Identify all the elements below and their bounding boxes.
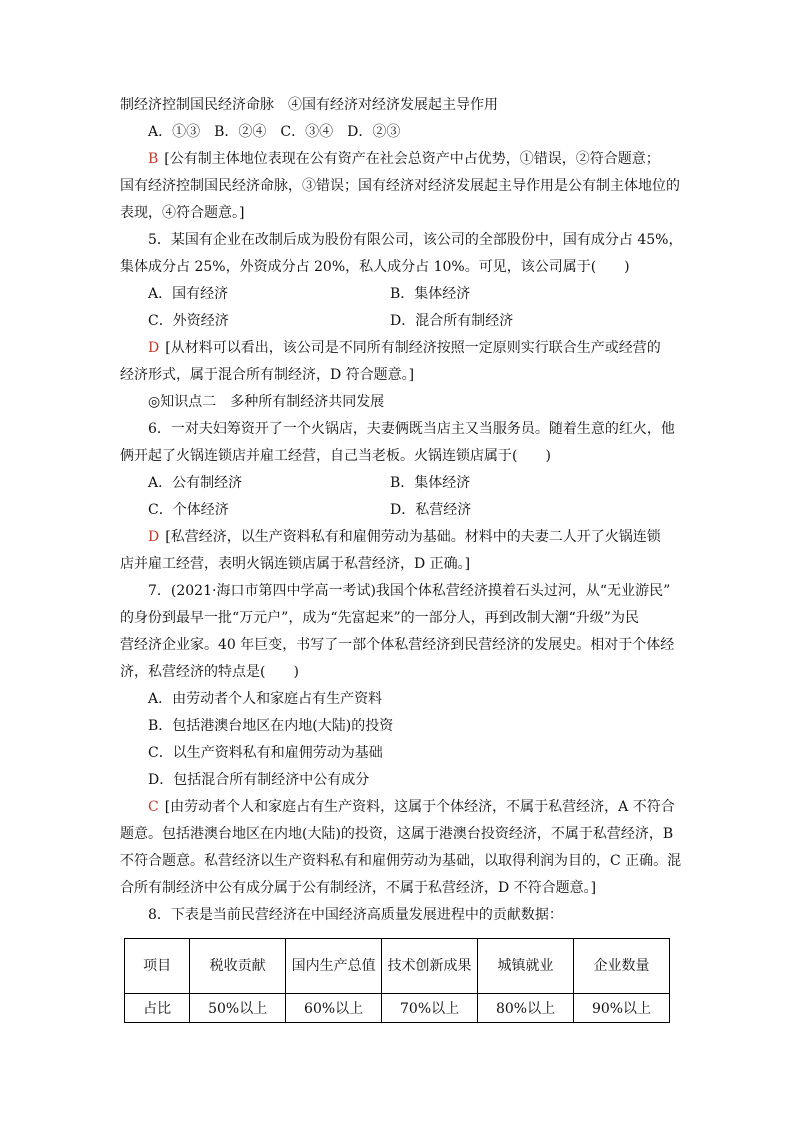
q6-options-row-2 (120, 497, 680, 524)
table-cell: 70%以上 (382, 994, 478, 1023)
table-header-cell: 项目 (125, 939, 190, 994)
q5-answer-letter: D (148, 340, 160, 356)
q5-options-row-1 (120, 281, 680, 308)
table-cell: 80%以上 (478, 994, 574, 1023)
q6-option-a: A．公有制经济 (148, 475, 243, 491)
q6-answer-letter: D (148, 529, 160, 545)
q5-option-d: D．混合所有制经济 (390, 313, 514, 329)
q7-stem-line-4: 济，私营经济的特点是( ) (120, 664, 299, 680)
table-header-cell: 企业数量 (574, 939, 670, 994)
q6-explanation-line-1 (120, 524, 680, 551)
q7-explanation-line-1 (120, 794, 680, 821)
q7-explanation-line-3: 不符合题意。私营经济以生产资料私有和雇佣劳动为基础，以取得利润为目的，C 正确。混 (120, 853, 682, 869)
q5-option-b: B．集体经济 (390, 286, 471, 302)
table-cell: 60%以上 (286, 994, 382, 1023)
q6-stem-line-1: 6．一对夫妇筹资开了一个火锅店，夫妻俩既当店主又当服务员。随着生意的红火，他 (148, 421, 675, 437)
q7-explanation-line-2: 题意。包括港澳台地区在内地(大陆)的投资，这属于港澳台投资经济，不属于私营经济，B (120, 826, 674, 842)
table-cell: 90%以上 (574, 994, 670, 1023)
q7-option-c: C．以生产资料私有和雇佣劳动为基础 (148, 745, 383, 761)
q7-answer-letter: C (148, 799, 159, 815)
table-header-row (125, 939, 670, 994)
q7-stem-line-2: 的身份到最早一批“万元户”，成为“先富起来”的一部分人，再到改制大潮“升级”为民 (120, 610, 639, 626)
q4-explanation-line-1 (120, 146, 680, 173)
q7-option-a: A．由劳动者个人和家庭占有生产资料 (148, 691, 383, 707)
q7-stem-line-3: 营经济企业家。40 年巨变，书写了一部个体私营经济到民营经济的发展史。相对于个体经 (120, 637, 675, 653)
q7-explanation-line-4: 合所有制经济中公有成分属于公有制经济，不属于私营经济，D 不符合题意。] (120, 880, 597, 896)
document-body (120, 92, 683, 929)
q5-stem-line-1: 5．某国有企业在改制后成为股份有限公司，该公司的全部股份中，国有成分占 45%， (148, 232, 683, 248)
table-header-cell: 技术创新成果 (382, 939, 478, 994)
q4-options: A．①③ B．②④ C．③④ D．②③ (148, 124, 401, 140)
q4-answer-letter: B (148, 151, 159, 167)
contribution-table (124, 938, 670, 1023)
q5-explanation-line-1 (120, 335, 680, 362)
q6-option-c: C．个体经济 (148, 502, 229, 518)
q4-explanation-line-2: 国有经济控制国民经济命脉，③错误；国有经济对经济发展起主导作用是公有制主体地位的 (120, 178, 680, 194)
q7-option-d: D．包括混合所有制经济中公有成分 (148, 772, 370, 788)
table-header-cell: 税收贡献 (190, 939, 286, 994)
q6-option-d: D．私营经济 (390, 502, 472, 518)
q5-stem-line-2: 集体成分占 25%，外资成分占 20%，私人成分占 10%。可见，该公司属于( ) (120, 259, 630, 275)
q5-option-c: C．外资经济 (148, 313, 229, 329)
q5-options-row-2 (120, 308, 680, 335)
q6-explanation-line-2: 店并雇工经营，表明火锅连锁店属于私营经济，D 正确。] (120, 556, 471, 572)
q5-option-a: A．国有经济 (148, 286, 229, 302)
q5-explanation-text-1: [从材料可以看出，该公司是不同所有制经济按照一定原则实行联合生产或经营的 (165, 340, 661, 356)
q7-option-b: B．包括港澳台地区在内地(大陆)的投资 (148, 718, 394, 734)
q7-explanation-text-1: [由劳动者个人和家庭占有生产资料，这属于个体经济，不属于私营经济，A 不符合 (164, 799, 675, 815)
q6-explanation-text-1: [私营经济，以生产资料私有和雇佣劳动为基础。材料中的夫妻二人开了火锅连锁 (165, 529, 661, 545)
q6-option-b: B．集体经济 (390, 475, 471, 491)
table-header-cell: 国内生产总值 (286, 939, 382, 994)
q7-stem-line-1: 7．(2021·海口市第四中学高一考试)我国个体私营经济摸着石头过河，从“无业游民” (148, 583, 671, 599)
q4-stem-tail: 制经济控制国民经济命脉 ④国有经济对经济发展起主导作用 (120, 97, 498, 113)
q6-options-row-1 (120, 470, 680, 497)
table-row (125, 994, 670, 1023)
section-heading: ◎知识点二 多种所有制经济共同发展 (148, 394, 385, 410)
q6-stem-line-2: 俩开起了火锅连锁店并雇工经营，自己当老板。火锅连锁店属于( ) (120, 448, 551, 464)
table-header-cell: 城镇就业 (478, 939, 574, 994)
q4-explanation-text-1: [公有制主体地位表现在公有资产在社会总资产中占优势，①错误，②符合题意； (164, 151, 660, 167)
q5-explanation-line-2: 经济形式，属于混合所有制经济，D 符合题意。] (120, 367, 415, 383)
table-cell: 占比 (125, 994, 190, 1023)
q8-stem: 8．下表是当前民营经济在中国经济高质量发展进程中的贡献数据： (148, 907, 563, 923)
table-cell: 50%以上 (190, 994, 286, 1023)
q4-explanation-line-3: 表现，④符合题意。] (120, 205, 245, 221)
